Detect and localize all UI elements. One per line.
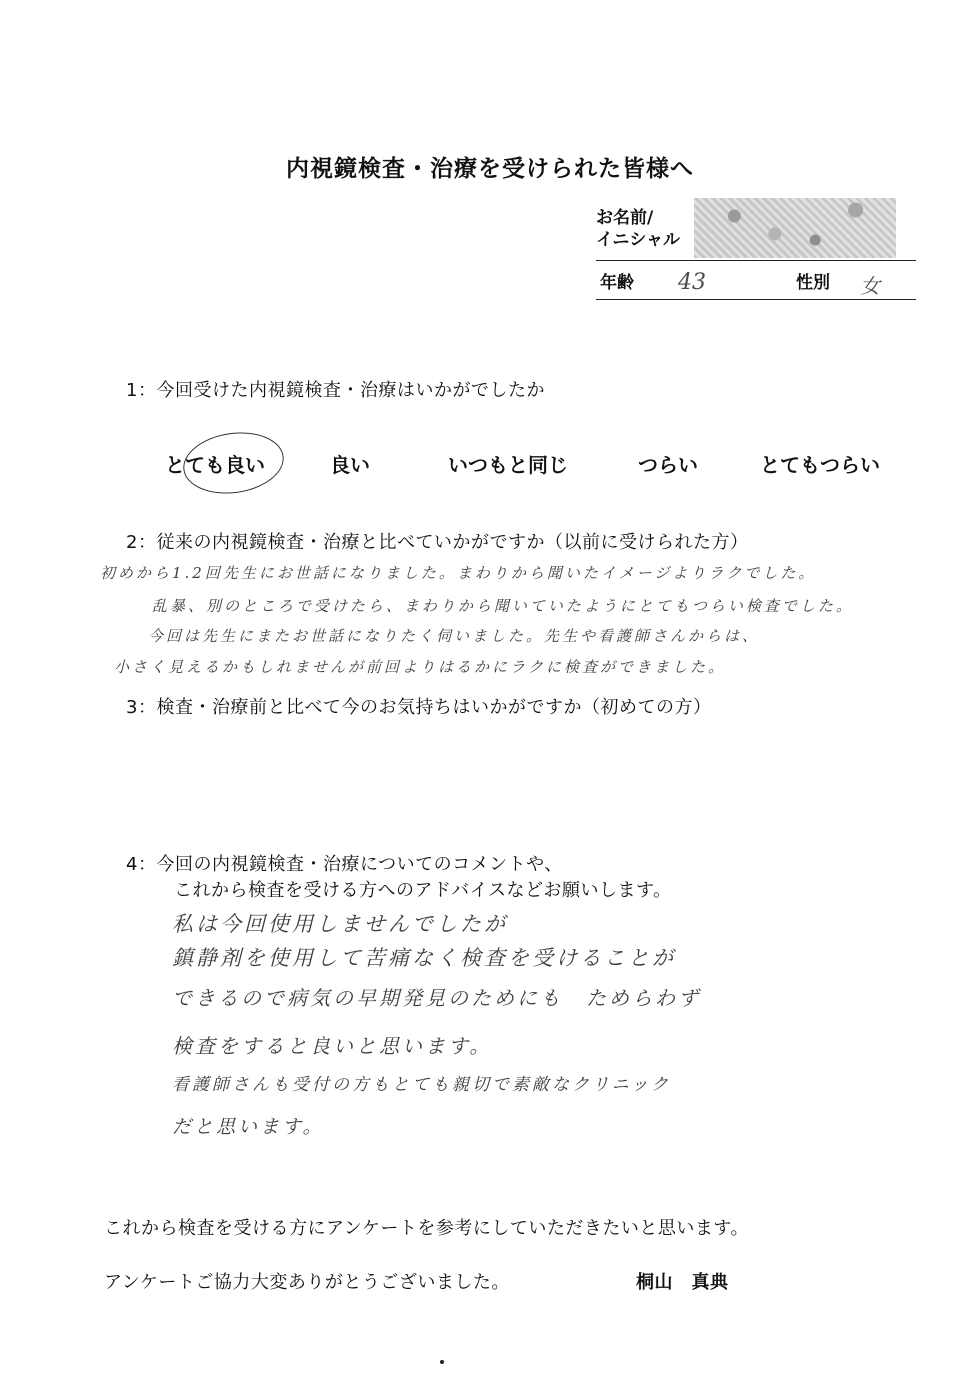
question-4-line-2: これから検査を受ける方へのアドバイスなどお願いします。: [174, 880, 672, 901]
closing-line-2: アンケートご協力大変ありがとうございました。: [104, 1272, 510, 1293]
q2-answer-line-1: 初めから1.2回先生にお世話になりました。まわりから聞いたイメージよりラクでした。: [100, 564, 817, 582]
closing-line-1: これから検査を受ける方にアンケートを参考にしていただきたいと思います。: [104, 1218, 749, 1239]
option-good[interactable]: 良い: [330, 453, 370, 477]
gender-label: 性別: [796, 273, 830, 293]
question-1: 1：今回受けた内視鏡検査・治療はいかがでしたか: [126, 380, 545, 401]
q4-answer-line-3: できるので病気の早期発見のためにも ためらわず: [172, 986, 701, 1010]
question-2: 2：従来の内視鏡検査・治療と比べていかがですか（以前に受けられた方）: [126, 532, 749, 553]
scan-speck: [440, 1360, 444, 1364]
option-same[interactable]: いつもと同じ: [448, 453, 568, 477]
q4-answer-line-5: 看護師さんも受付の方もとても親切で素敵なクリニック: [172, 1075, 671, 1095]
option-very-hard[interactable]: とてもつらい: [760, 453, 880, 477]
q2-answer-line-4: 小さく見えるかもしれませんが前回よりはるかにラクに検査ができました。: [114, 658, 727, 676]
q4-answer-line-1: 私は今回使用しませんでしたが: [172, 912, 508, 936]
question-3: 3：検査・治療前と比べて今のお気持ちはいかがですか（初めての方）: [126, 697, 712, 718]
age-underline: [596, 299, 916, 300]
q4-answer-line-4: 検査をすると良いと思います。: [172, 1034, 493, 1058]
age-value: 43: [678, 270, 706, 295]
q2-answer-line-2: 乱暴、別のところで受けたら、まわりから聞いていたようにとてもつらい検査でした。: [152, 597, 854, 615]
option-very-good[interactable]: とても良い: [165, 453, 265, 477]
signature: 桐山 真典: [636, 1272, 729, 1293]
q4-answer-line-2: 鎮静剤を使用して苦痛なく検査を受けることが: [172, 946, 676, 970]
question-4-line-1: 4：今回の内視鏡検査・治療についてのコメントや、: [126, 854, 563, 875]
option-hard[interactable]: つらい: [638, 453, 698, 477]
q4-answer-line-6: だと思います。: [172, 1116, 325, 1138]
gender-value: 女: [860, 274, 880, 298]
respondent-info: [596, 205, 916, 300]
age-label: 年齢: [600, 273, 634, 293]
selected-circle-mark: [179, 426, 287, 499]
redacted-name: [694, 198, 896, 258]
name-underline: [596, 260, 916, 261]
rating-options: [0, 449, 980, 479]
page-title: 内視鏡検査・治療を受けられた皆様へ: [286, 156, 694, 182]
name-label: お名前/ イニシャル: [596, 208, 680, 250]
q2-answer-line-3: 今回は先生にまたお世話になりたく伺いました。先生や看護師さんからは、: [148, 627, 761, 645]
